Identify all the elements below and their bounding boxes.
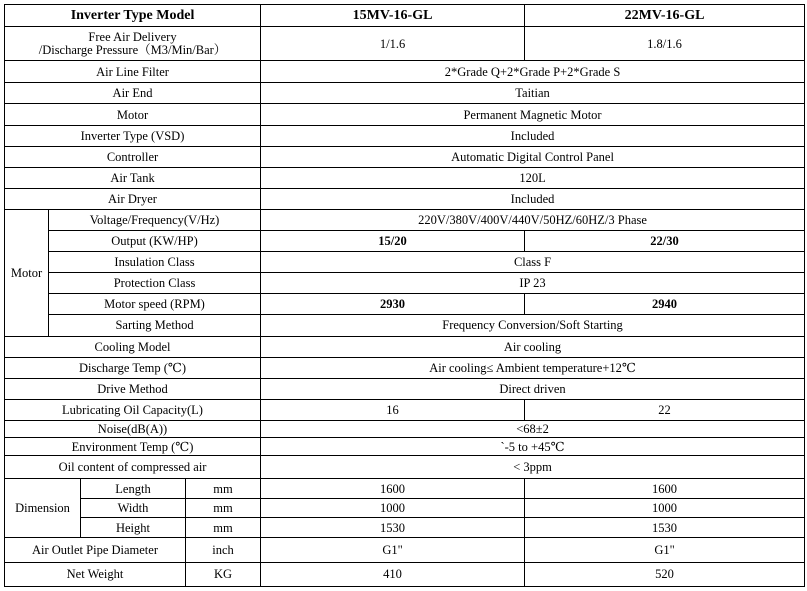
table-row [5,294,805,315]
output-label: Output (KW/HP) [49,231,261,252]
oil-capacity-label: Lubricating Oil Capacity(L) [5,399,261,420]
oil-capacity-value-2: 22 [525,399,805,420]
table-row [5,479,805,499]
height-value-2: 1530 [525,518,805,538]
header-label: Inverter Type Model [5,5,261,27]
dimension-label: Dimension [5,479,81,538]
air-dryer-value: Included [261,188,805,209]
net-weight-unit: KG [186,562,261,586]
free-air-label-line1: Free Air Delivery [88,29,177,44]
net-weight-value-2: 520 [525,562,805,586]
discharge-temp-value: Air cooling≤ Ambient temperature+12℃ [261,357,805,378]
air-tank-label: Air Tank [5,167,261,188]
width-value-1: 1000 [261,499,525,518]
inverter-type-value: Included [261,125,805,146]
table-row [5,83,805,104]
table-row [5,61,805,83]
oil-content-label: Oil content of compressed air [5,456,261,479]
height-unit: mm [186,518,261,538]
free-air-label-line2: /Discharge Pressure（M3/Min/Bar） [38,42,227,57]
protection-value: IP 23 [261,273,805,294]
table-row [5,315,805,336]
air-line-filter-label: Air Line Filter [5,61,261,83]
insulation-value: Class F [261,252,805,273]
cooling-label: Cooling Model [5,336,261,357]
speed-value-1: 2930 [261,294,525,315]
table-row [5,27,805,61]
width-label: Width [81,499,186,518]
voltage-label: Voltage/Frequency(V/Hz) [49,209,261,230]
table-row [5,437,805,455]
table-row [5,209,805,230]
motor-label: Motor [5,104,261,125]
insulation-label: Insulation Class [49,252,261,273]
width-value-2: 1000 [525,499,805,518]
free-air-value-1: 1/1.6 [261,27,525,61]
protection-label: Protection Class [49,273,261,294]
motor-value: Permanent Magnetic Motor [261,104,805,125]
table-row [5,399,805,420]
table-row [5,357,805,378]
env-temp-value: `-5 to +45℃ [261,437,805,455]
net-weight-label: Net Weight [5,562,186,586]
spec-table [4,4,805,587]
oil-content-value: < 3ppm [261,456,805,479]
air-tank-value: 120L [261,167,805,188]
net-weight-value-1: 410 [261,562,525,586]
table-row [5,562,805,586]
voltage-value: 220V/380V/400V/440V/50HZ/60HZ/3 Phase [261,209,805,230]
air-dryer-label: Air Dryer [5,188,261,209]
motor-group-label: Motor [5,209,49,336]
drive-label: Drive Method [5,378,261,399]
table-row [5,538,805,562]
air-end-value: Taitian [261,83,805,104]
air-end-label: Air End [5,83,261,104]
length-value-2: 1600 [525,479,805,499]
length-label: Length [81,479,186,499]
table-row [5,456,805,479]
length-unit: mm [186,479,261,499]
width-unit: mm [186,499,261,518]
table-row [5,378,805,399]
noise-value: <68±2 [261,420,805,437]
table-row [5,188,805,209]
table-row [5,167,805,188]
free-air-label [5,27,261,61]
speed-label: Motor speed (RPM) [49,294,261,315]
speed-value-2: 2940 [525,294,805,315]
table-row [5,231,805,252]
env-temp-label: Environment Temp (℃) [5,437,261,455]
outlet-pipe-label: Air Outlet Pipe Diameter [5,538,186,562]
model-1-header: 15MV-16-GL [261,5,525,27]
noise-label: Noise(dB(A)) [5,420,261,437]
height-label: Height [81,518,186,538]
controller-label: Controller [5,146,261,167]
controller-value: Automatic Digital Control Panel [261,146,805,167]
length-value-1: 1600 [261,479,525,499]
outlet-pipe-unit: inch [186,538,261,562]
free-air-value-2: 1.8/1.6 [525,27,805,61]
drive-value: Direct driven [261,378,805,399]
table-row [5,273,805,294]
starting-value: Frequency Conversion/Soft Starting [261,315,805,336]
cooling-value: Air cooling [261,336,805,357]
table-row [5,336,805,357]
model-2-header: 22MV-16-GL [525,5,805,27]
air-line-filter-value: 2*Grade Q+2*Grade P+2*Grade S [261,61,805,83]
table-row [5,518,805,538]
table-row [5,146,805,167]
inverter-type-label: Inverter Type (VSD) [5,125,261,146]
starting-label: Sarting Method [49,315,261,336]
table-row [5,5,805,27]
table-row [5,125,805,146]
output-value-1: 15/20 [261,231,525,252]
discharge-temp-label: Discharge Temp (℃) [5,357,261,378]
output-value-2: 22/30 [525,231,805,252]
table-row [5,252,805,273]
table-row [5,499,805,518]
oil-capacity-value-1: 16 [261,399,525,420]
height-value-1: 1530 [261,518,525,538]
table-row [5,420,805,437]
outlet-pipe-value-2: G1" [525,538,805,562]
table-row [5,104,805,125]
outlet-pipe-value-1: G1" [261,538,525,562]
